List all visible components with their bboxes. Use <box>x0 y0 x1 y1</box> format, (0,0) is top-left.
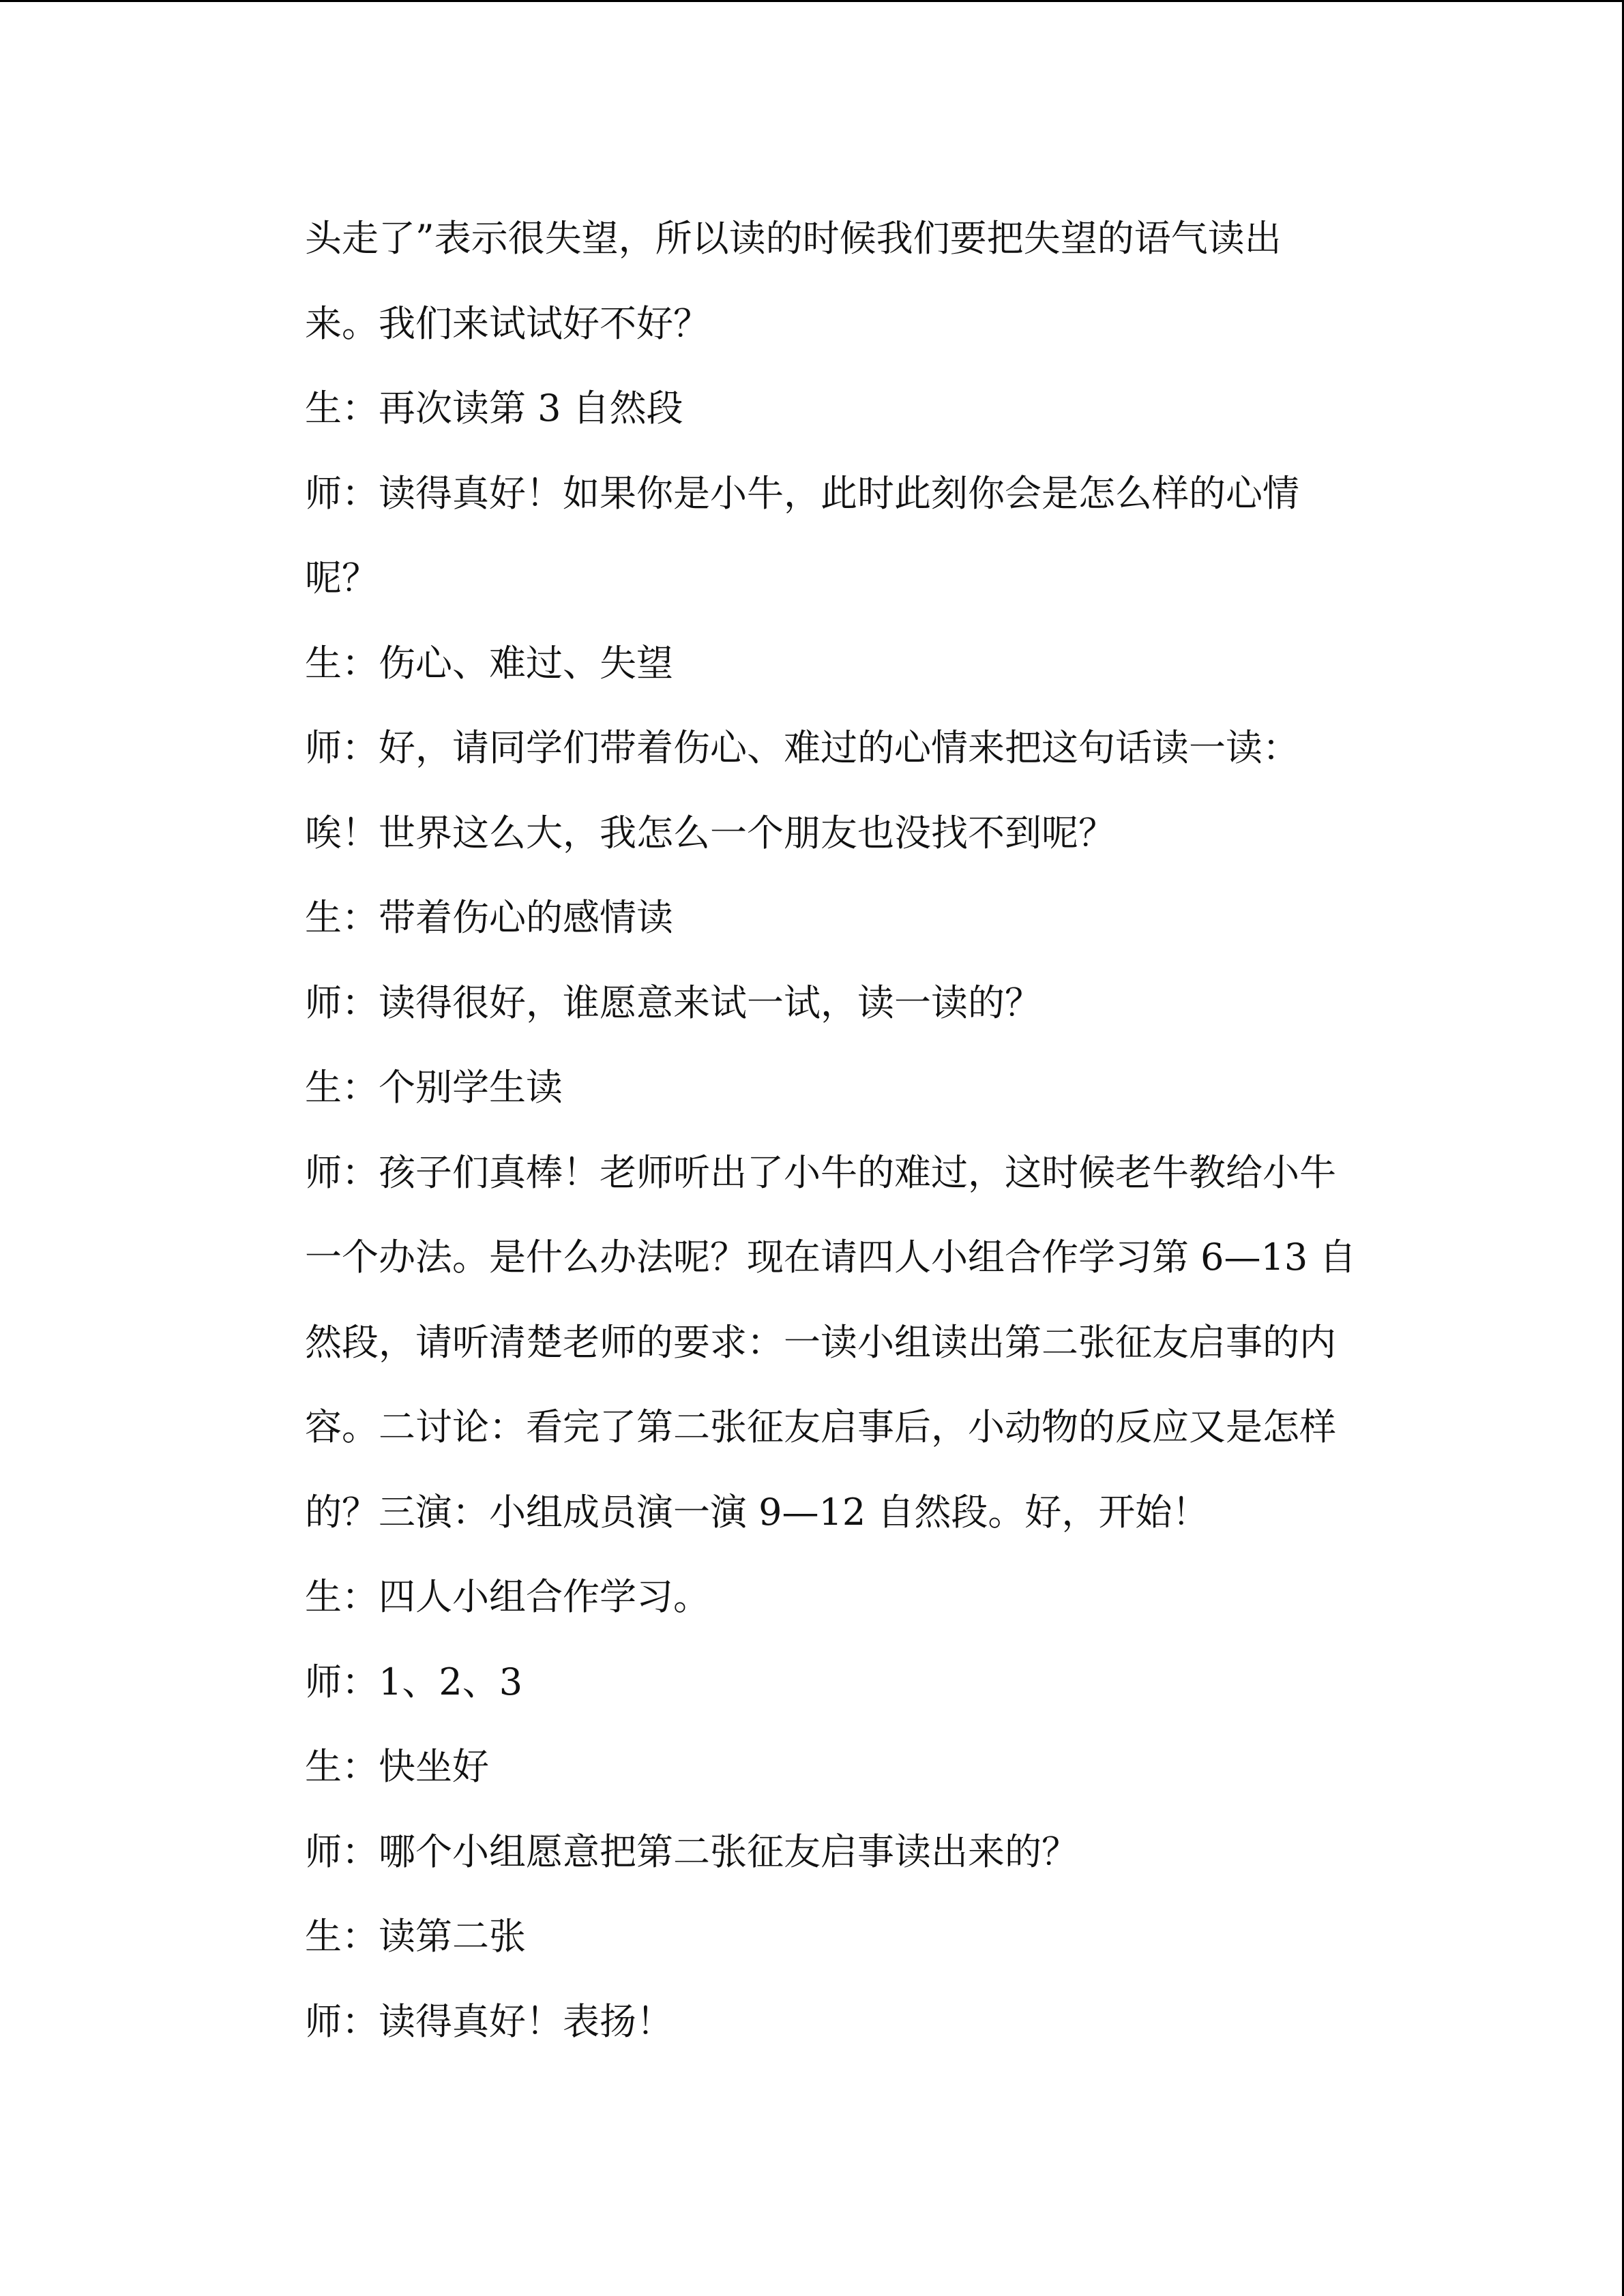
text-line: 容。二讨论：看完了第二张征友启事后，小动物的反应又是怎样 <box>305 1405 1336 1448</box>
text-line: 生：再次读第 3 自然段 <box>305 387 683 430</box>
text-line: 师：读得真好！表扬！ <box>305 1999 673 2043</box>
text-line: 师：孩子们真棒！老师听出了小牛的难过，这时候老牛教给小牛 <box>305 1150 1336 1194</box>
text-line: 的？三演：小组成员演一演 9—12 自然段。好，开始！ <box>305 1490 1209 1534</box>
text-line: 生：四人小组合作学习。 <box>305 1575 710 1618</box>
text-line: 师：读得真好！如果你是小牛，此时此刻你会是怎么样的心情 <box>305 471 1299 515</box>
text-line: 生：伤心、难过、失望 <box>305 641 673 685</box>
text-line: 师：1、2、3 <box>305 1660 523 1703</box>
text-line: 师：好，请同学们带着伤心、难过的心情来把这句话读一读： <box>305 726 1299 769</box>
text-line: 唉！世界这么大，我怎么一个朋友也没找不到呢？ <box>305 811 1115 854</box>
text-line: 一个办法。是什么办法呢？现在请四人小组合作学习第 6—13 自 <box>305 1236 1357 1279</box>
text-line: 来。我们来试试好不好？ <box>305 301 710 345</box>
text-line: 生：读第二张 <box>305 1915 526 1958</box>
text-line: 生：个别学生读 <box>305 1066 563 1109</box>
text-line: 生：带着伤心的感情读 <box>305 896 673 939</box>
text-line: 然段，请听清楚老师的要求：一读小组读出第二张征友启事的内 <box>305 1320 1336 1364</box>
text-line: 头走了”表示很失望，所以读的时候我们要把失望的语气读出 <box>305 217 1282 260</box>
text-line: 生：快坐好 <box>305 1745 489 1788</box>
text-line: 师：读得很好，谁愿意来试一试，读一读的？ <box>305 981 1042 1024</box>
text-line: 呢？ <box>305 556 379 599</box>
text-line: 师：哪个小组愿意把第二张征友启事读出来的？ <box>305 1830 1078 1873</box>
document-body <box>305 196 1383 2064</box>
